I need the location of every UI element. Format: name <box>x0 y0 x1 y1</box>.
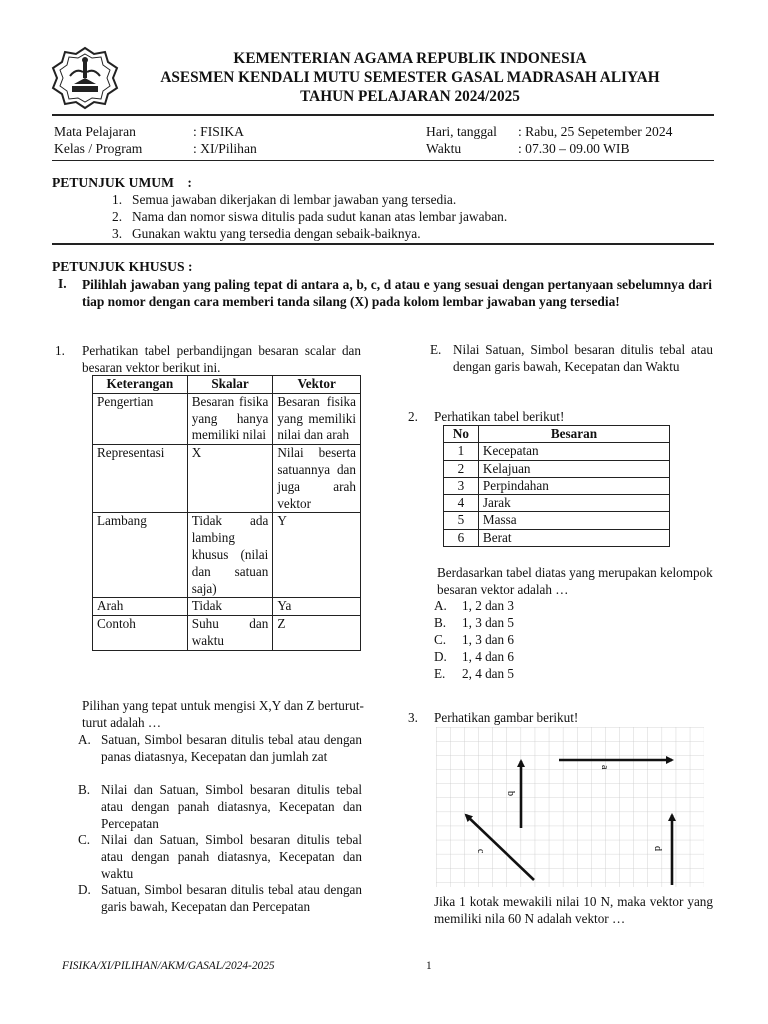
table-row <box>93 445 361 513</box>
table-cell: Y <box>273 513 361 598</box>
time-label: Waktu <box>426 141 462 156</box>
option-text: Nilai dan Satuan, Simbol besaran ditulis tebal atau dengan panah diatasnya, Kecepatan dan Percepatan <box>101 782 362 831</box>
table-row <box>93 616 361 651</box>
vector-b-label: b <box>505 791 516 796</box>
option-label: E. <box>430 342 442 357</box>
option-text: 1, 4 dan 6 <box>462 649 515 664</box>
q3-question: Jika 1 kotak mewakili nilai 10 N, maka vektor yang memiliki nila 60 N adalah vektor … <box>434 894 713 926</box>
table-row <box>93 598 361 616</box>
option-label: B. <box>78 782 91 797</box>
option-text: Satuan, Simbol besaran ditulis tebal atau dengan garis bawah, Kecepatan dan Percepatan <box>101 882 362 914</box>
q2-question: Berdasarkan tabel diatas yang merupakan kelompok besaran vektor adalah … <box>437 565 713 597</box>
option-label: C. <box>78 832 91 847</box>
option-text: Nilai Satuan, Simbol besaran ditulis tebal atau dengan garis bawah, Kecepatan dan Waktu <box>453 342 713 374</box>
header-ministry: KEMENTERIAN AGAMA REPUBLIK INDONESIA <box>233 50 587 67</box>
option-label: D. <box>434 649 447 664</box>
list-item: 1. Semua jawaban dikerjakan di lembar jawaban yang tersedia. <box>112 192 457 207</box>
q1-stem: Perhatikan tabel perbandijngan besaran scalar dan besaran vektor berikut ini. <box>82 343 361 375</box>
header-exam-title: ASESMEN KENDALI MUTU SEMESTER GASAL MADRASAH ALIYAH <box>160 69 660 86</box>
q2-stem: Perhatikan tabel berikut! <box>434 409 565 424</box>
section-number: I. <box>58 276 67 291</box>
table-cell: Ya <box>273 598 361 616</box>
table-cell: Pengertian <box>93 393 188 444</box>
header-divider <box>52 114 714 116</box>
table-row <box>93 393 361 444</box>
subject-label: Mata Pelajaran <box>54 124 136 139</box>
option-label: C. <box>434 632 447 647</box>
vector-d-label: d <box>652 846 663 851</box>
general-instructions-title <box>52 175 192 192</box>
option-label: A. <box>78 732 91 747</box>
table-cell: Nilai beserta satuannya dan juga arah vektor <box>273 445 361 513</box>
table-cell: Z <box>273 616 361 651</box>
table-cell: Tidak <box>187 598 273 616</box>
table-cell: Besaran fisika yang memiliki nilai dan arah <box>273 393 361 444</box>
table-header-row <box>93 376 361 394</box>
table-header: Vektor <box>273 376 361 394</box>
table-row <box>444 512 670 529</box>
table-header: Skalar <box>187 376 273 394</box>
footer-document-code: FISIKA/XI/PILIHAN/AKM/GASAL/2024-2025 <box>62 960 275 972</box>
q3-number: 3. <box>408 710 418 725</box>
table-cell: 4 <box>444 495 479 512</box>
grid-background <box>436 727 704 887</box>
table-cell: Perpindahan <box>478 477 669 494</box>
q1-question: Pilihan yang tepat untuk mengisi X,Y dan Z berturut-turut adalah … <box>82 698 364 730</box>
table-cell: 1 <box>444 443 479 460</box>
table-cell: Representasi <box>93 445 188 513</box>
table-cell: 5 <box>444 512 479 529</box>
table-cell: 6 <box>444 529 479 546</box>
special-instruction-text: Pilihlah jawaban yang paling tepat di antara a, b, c, d atau e yang sesuai dengan pertanyaan sebelumnya dari tiap nomor dengan cara memberi tanda silang (X) pada kolom lembar jawaban yang tersedia! <box>82 277 712 309</box>
table-row <box>444 460 670 477</box>
class-value: : XI/Pilihan <box>193 141 257 156</box>
table-row <box>444 529 670 546</box>
table-header: No <box>444 426 479 443</box>
list-item: 3. Gunakan waktu yang tersedia dengan sebaik-baiknya. <box>112 226 421 241</box>
q1-comparison-table <box>92 375 361 651</box>
option-text: 1, 2 dan 3 <box>462 598 515 613</box>
option-label: B. <box>434 615 447 630</box>
general-title-colon: : <box>187 175 192 190</box>
table-header-row <box>444 426 670 443</box>
table-cell: Berat <box>478 529 669 546</box>
q2-quantity-table <box>443 425 670 547</box>
table-cell: Suhu dan waktu <box>187 616 273 651</box>
page-number: 1 <box>426 960 432 972</box>
option-text: 2, 4 dan 5 <box>462 666 515 681</box>
table-cell: Jarak <box>478 495 669 512</box>
table-cell: Kelajuan <box>478 460 669 477</box>
header-academic-year: TAHUN PELAJARAN 2024/2025 <box>300 88 520 105</box>
option-label: D. <box>78 882 91 897</box>
general-title-text: PETUNJUK UMUM <box>52 175 174 190</box>
q1-number: 1. <box>55 343 65 358</box>
table-cell: Arah <box>93 598 188 616</box>
table-cell: Tidak ada lambing khusus (nilai dan satuan saja) <box>187 513 273 598</box>
table-cell: Lambang <box>93 513 188 598</box>
special-instructions-title: PETUNJUK KHUSUS : <box>52 259 193 274</box>
option-text: Satuan, Simbol besaran ditulis tebal atau dengan panas diatasnya, Kecepatan dan jumlah zat <box>101 732 362 764</box>
q2-number: 2. <box>408 409 418 424</box>
vector-c-label: c <box>475 849 486 854</box>
option-text: Nilai dan Satuan, Simbol besaran ditulis tebal atau dengan panah diatasnya, Kecepatan dan waktu <box>101 832 362 881</box>
class-label: Kelas / Program <box>54 141 143 156</box>
table-header: Besaran <box>478 426 669 443</box>
day-value: : Rabu, 25 Sepetember 2024 <box>518 124 673 139</box>
table-cell: Massa <box>478 512 669 529</box>
table-cell: X <box>187 445 273 513</box>
option-text: 1, 3 dan 5 <box>462 615 515 630</box>
table-row <box>444 477 670 494</box>
info-divider <box>52 160 714 161</box>
table-cell: 3 <box>444 477 479 494</box>
table-row <box>444 443 670 460</box>
day-label: Hari, tanggal <box>426 124 497 139</box>
list-item: 2. Nama dan nomor siswa ditulis pada sudut kanan atas lembar jawaban. <box>112 209 508 224</box>
table-row <box>93 513 361 598</box>
kemenag-emblem-icon <box>50 46 120 110</box>
table-cell: Kecepatan <box>478 443 669 460</box>
option-label: E. <box>434 666 446 681</box>
q3-vector-grid-figure <box>436 727 704 887</box>
table-row <box>444 495 670 512</box>
table-cell: Besaran fisika yang hanya memiliki nilai <box>187 393 273 444</box>
vector-a-label: a <box>599 765 610 770</box>
table-cell: Contoh <box>93 616 188 651</box>
time-value: : 07.30 – 09.00 WIB <box>518 141 630 156</box>
table-cell: 2 <box>444 460 479 477</box>
general-instructions-list <box>112 191 507 242</box>
q3-stem: Perhatikan gambar berikut! <box>434 710 579 725</box>
subject-value: : FISIKA <box>193 124 244 139</box>
option-text: 1, 3 dan 6 <box>462 632 515 647</box>
option-label: A. <box>434 598 447 613</box>
general-divider <box>52 243 714 245</box>
table-header: Keterangan <box>93 376 188 394</box>
